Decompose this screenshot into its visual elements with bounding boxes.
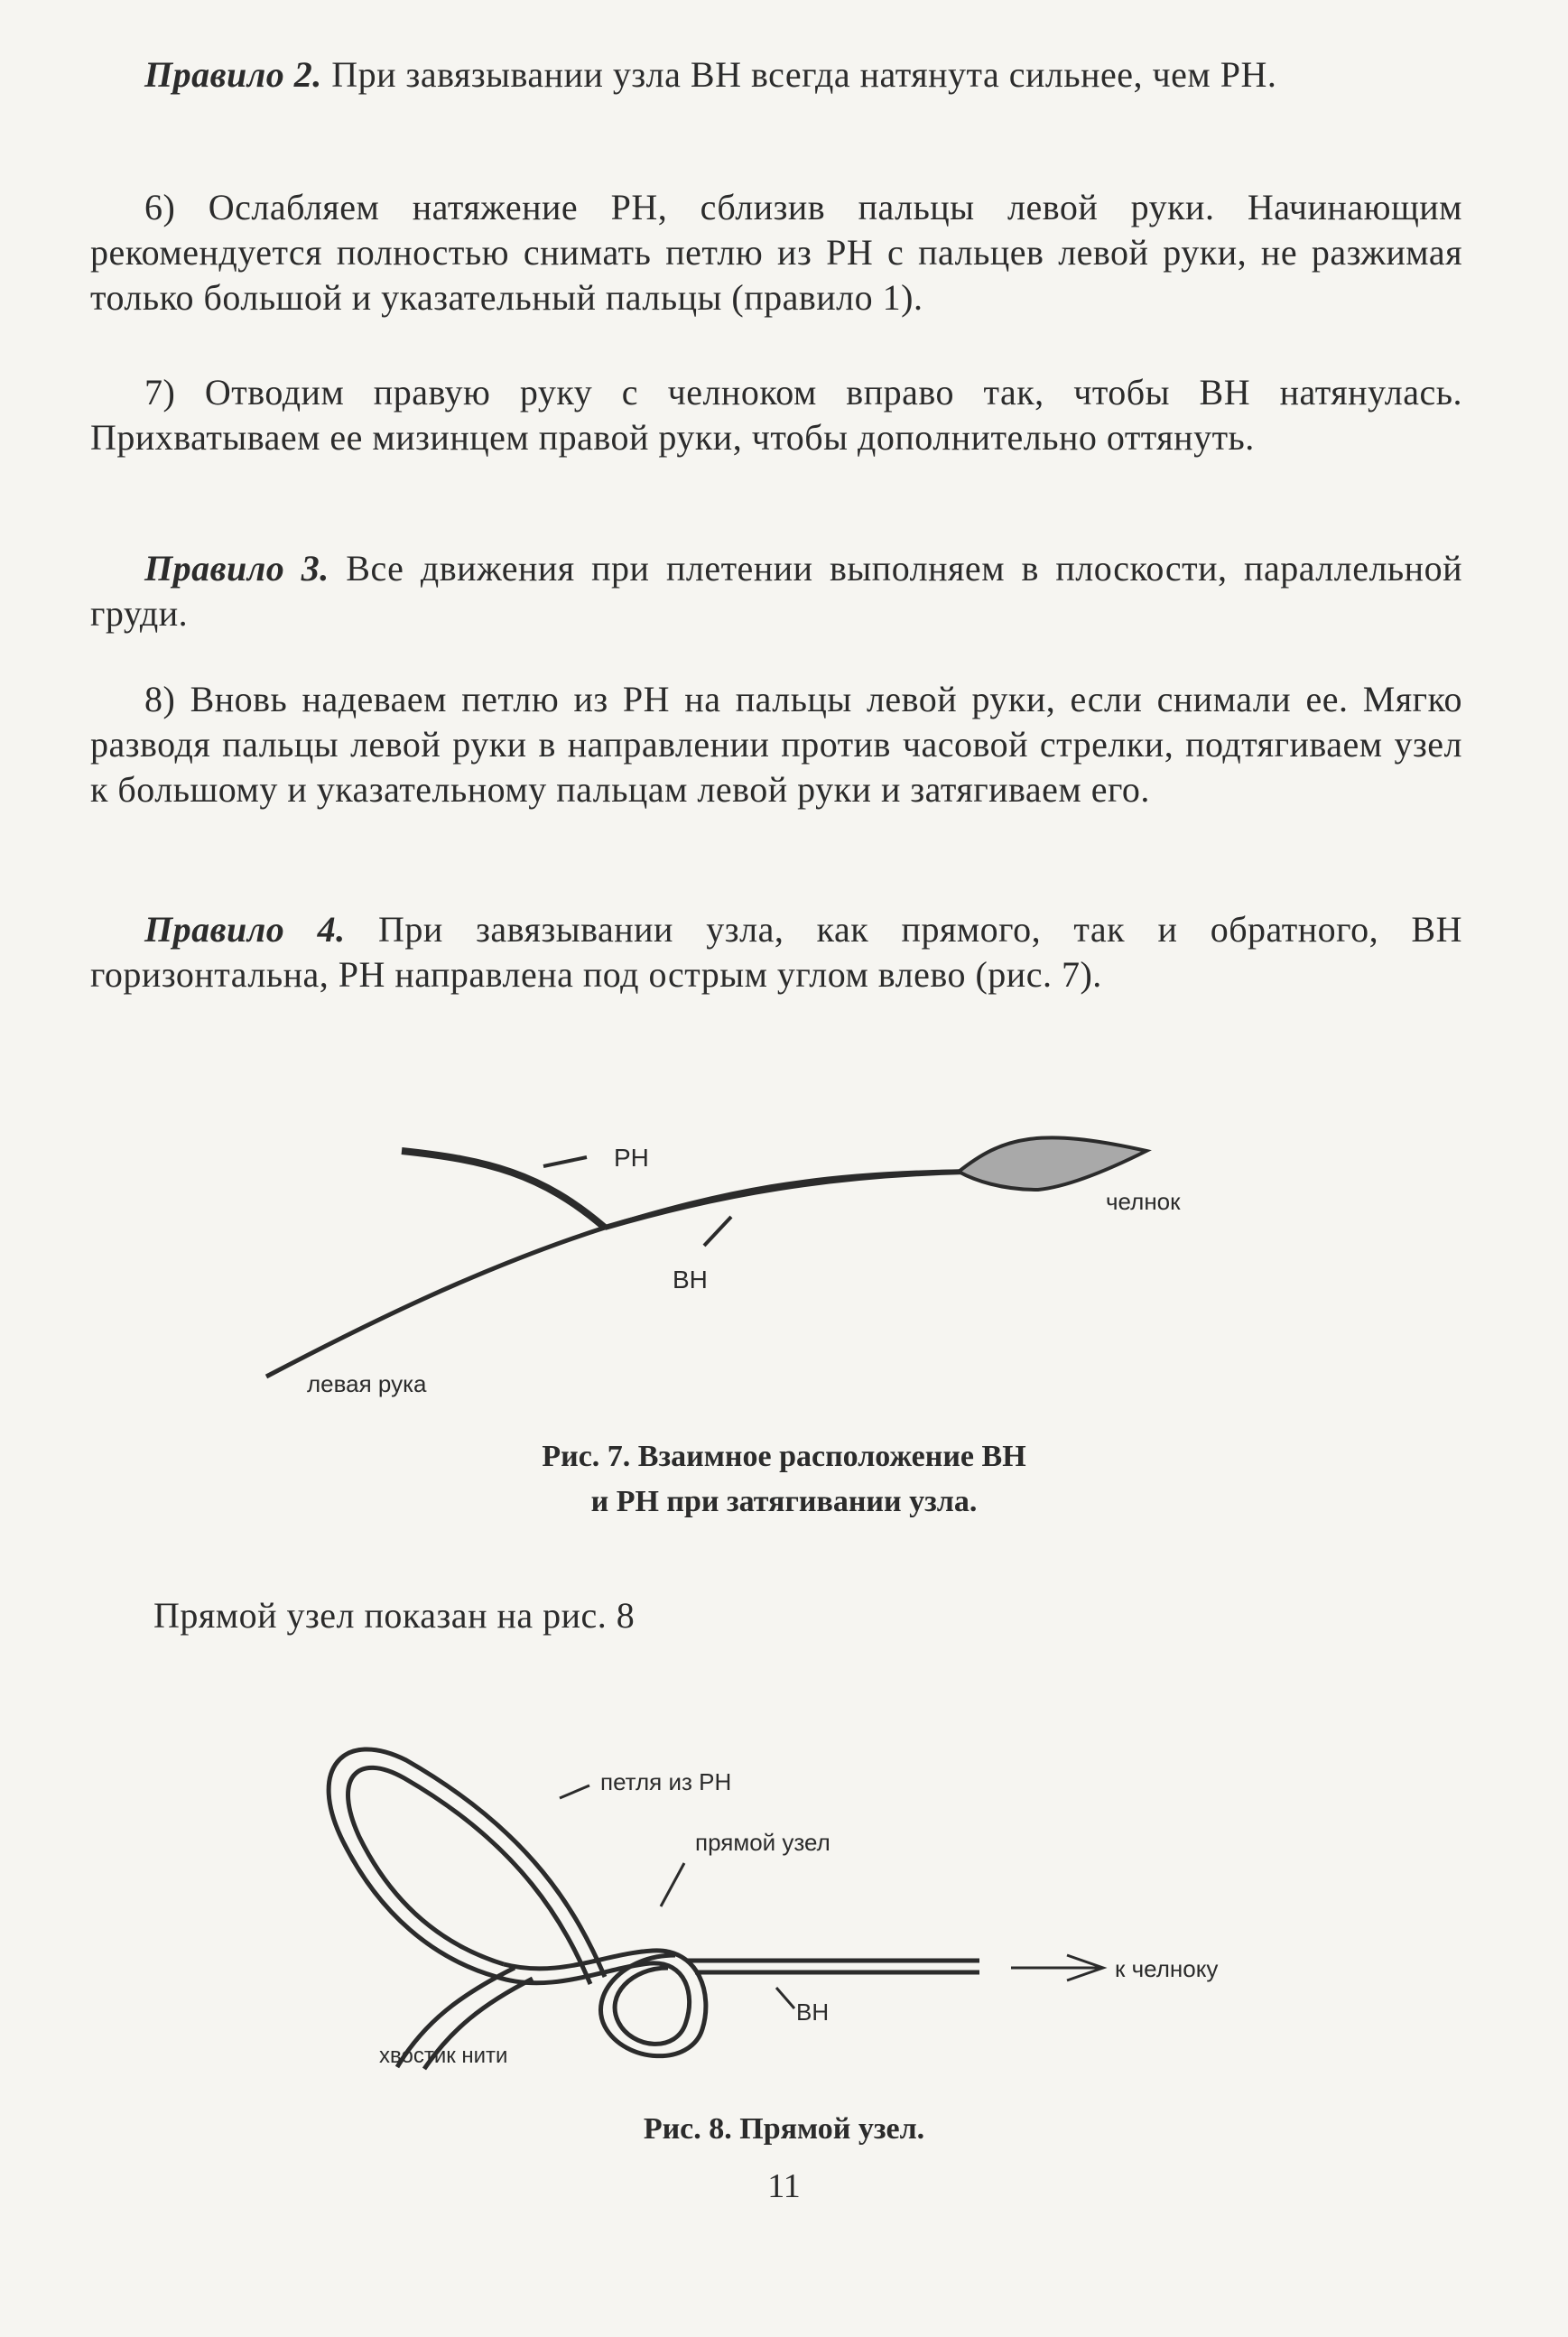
step-6-paragraph: 6) Ослабляем натяжение РН, сблизив пальцы левой руки. Начинающим рекомендуется полностью снимать петлю из РН с пальцев левой руки, не разжимая только большой и указательный пальцы (правило 1). (90, 187, 1462, 318)
knot-outer (496, 1963, 690, 2045)
rule-2-text: При завязывании узла ВН всегда натянута сильнее, чем РН. (321, 54, 1277, 95)
rn-leader (543, 1157, 587, 1166)
rule-4-text: При завязывании узла, как прямого, так и обратного, ВН горизонтальна, РН направлена под острым углом влево (рис. 7). (90, 909, 1462, 995)
vn8-leader (776, 1988, 794, 2008)
rule-2-paragraph (90, 52, 1462, 97)
figure-7-caption-line-2: и РН при затягивании узла. (590, 1485, 978, 1518)
loop-label: петля из РН (600, 1768, 732, 1795)
figure-8-intro: Прямой узел показан на рис. 8 (153, 1595, 636, 1636)
vn-thread-main (605, 1172, 966, 1228)
rule-3-paragraph (90, 546, 1462, 636)
page-number: 11 (767, 2167, 801, 2205)
rn-label: РН (614, 1144, 649, 1172)
vn-thread (605, 1171, 991, 1228)
rule-3-label: Правило 3. (144, 548, 329, 589)
vn-label: ВН (673, 1266, 708, 1294)
loop-outer (329, 1749, 605, 1977)
left-hand-thread (266, 1228, 605, 1377)
step-8-paragraph: 8) Вновь надеваем петлю из РН на пальцы левой руки, если снимали ее. Мягко разводя пальцы левой руки в направлении против часовой стрелки, подтягиваем узел к большому и указательному пальцам левой руки и затягиваем его. (90, 679, 1462, 810)
rule-4-label: Правило 4. (144, 909, 346, 950)
shuttle-shape (959, 1137, 1146, 1190)
left-hand-label: левая рука (307, 1370, 427, 1397)
rn-thread (402, 1151, 605, 1228)
to-shuttle-label: к челноку (1115, 1955, 1219, 1982)
figure-7-svg (253, 1110, 1246, 1417)
figure-7-diagram (253, 1110, 1246, 1417)
figure-8-diagram (307, 1697, 1282, 2085)
knot-label: прямой узел (695, 1829, 830, 1856)
vn8-label: ВН (796, 1999, 830, 2026)
step-7-paragraph: 7) Отводим правую руку с челноком вправо так, чтобы ВН натянулась. Прихватываем ее мизинцем правой руки, чтобы дополнительно оттянуть. (90, 372, 1462, 458)
figure-8-svg (307, 1697, 1282, 2085)
figure-7-caption-line-1: Рис. 7. Взаимное расположение ВН (542, 1440, 1026, 1473)
rule-2-label: Правило 2. (144, 54, 322, 95)
loop-leader (560, 1785, 589, 1798)
figure-8-caption: Рис. 8. Прямой узел. (643, 2112, 925, 2146)
shuttle-label: челнок (1106, 1188, 1181, 1215)
rule-4-paragraph (90, 907, 1462, 997)
vn-leader (704, 1217, 731, 1246)
tail-label: хвостик нити (379, 2044, 508, 2068)
knot-leader (661, 1863, 684, 1906)
rule-3-text: Все движения при плетении выполняем в плоскости, параллельной груди. (90, 548, 1462, 634)
